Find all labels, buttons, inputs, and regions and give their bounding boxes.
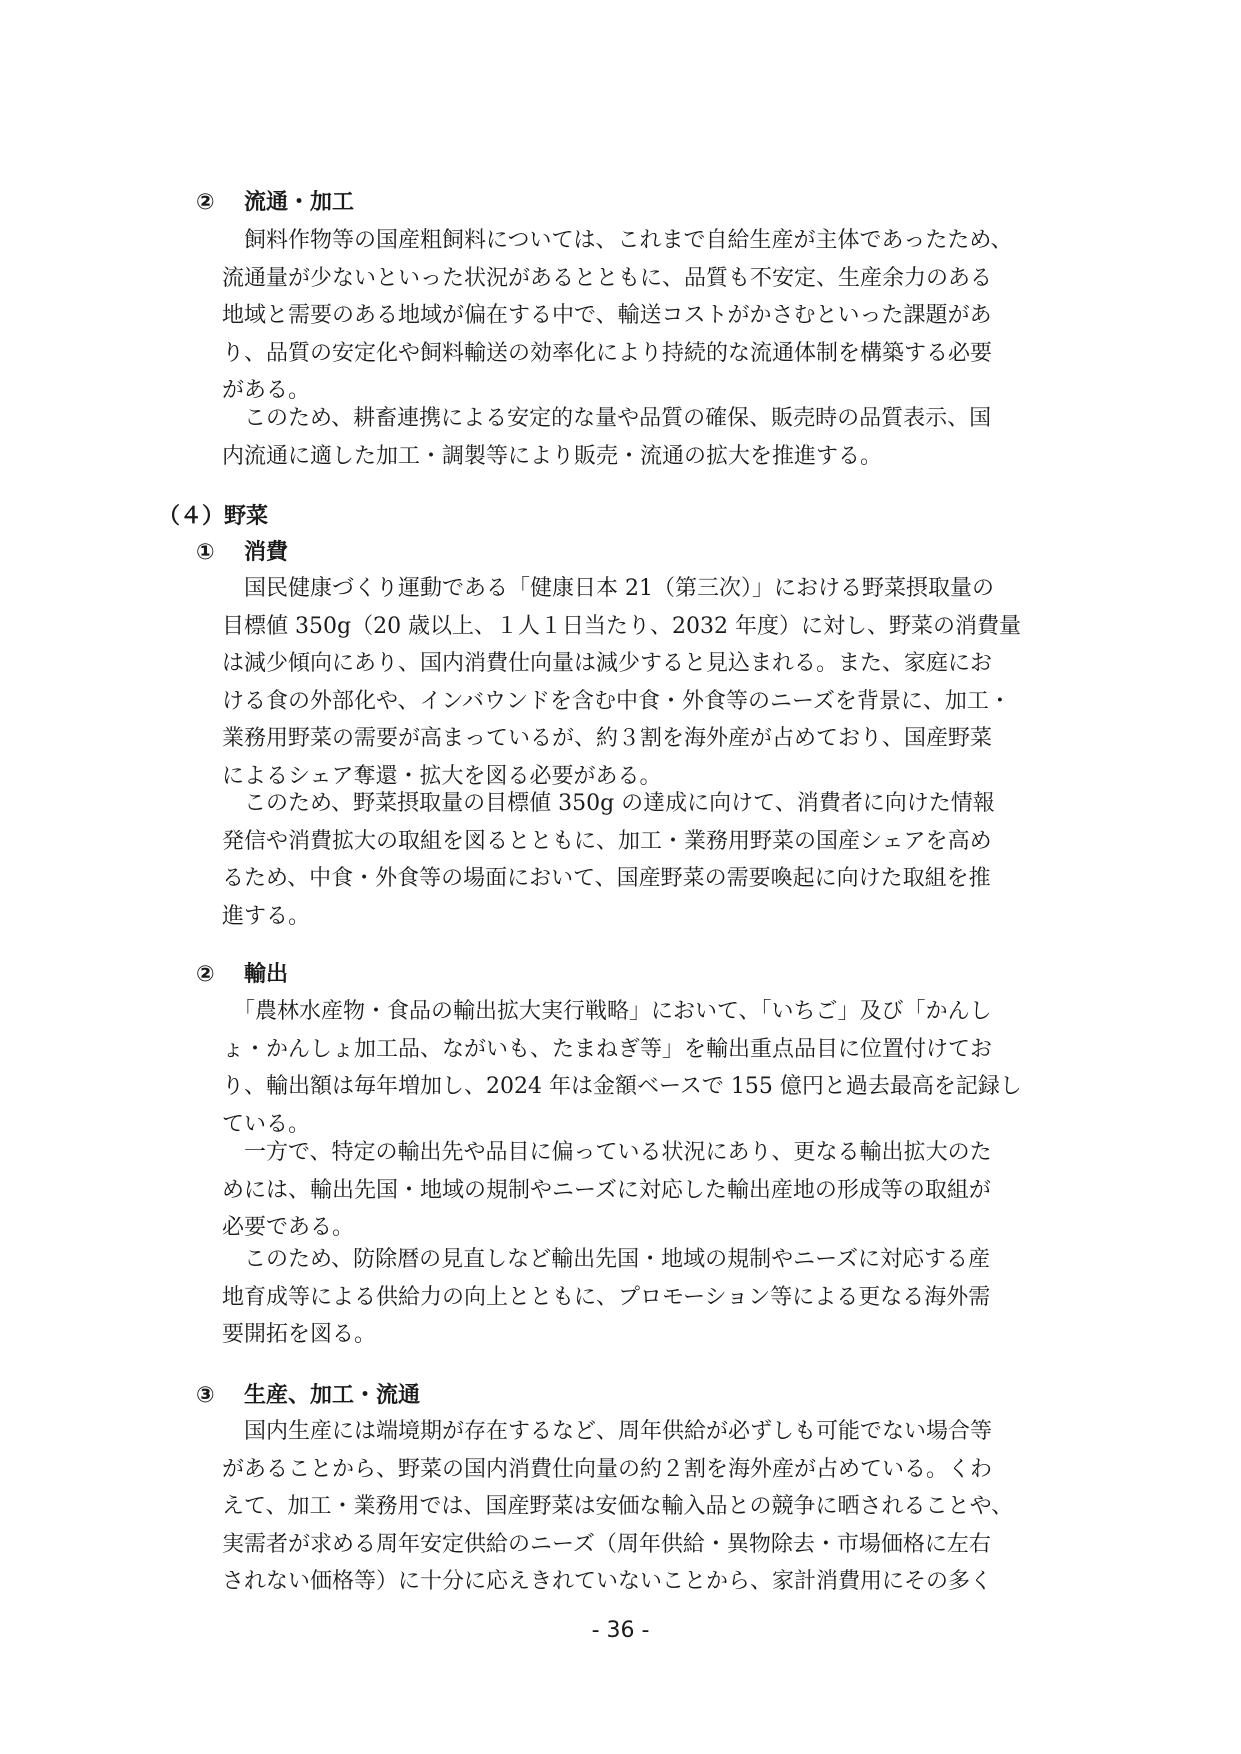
section-title: 流通・加工 (244, 190, 355, 215)
paragraph (222, 1413, 1092, 1601)
section-number: ③ (196, 1383, 215, 1408)
text-line: 発信や消費拡大の取組を図るとともに、加工・業務用野菜の国産シェアを高め (222, 828, 992, 854)
text-line: 目標値 350g（20 歳以上、１人１日当たり、2032 年度）に対し、野菜の消費量 (222, 613, 1022, 639)
text-line: 国民健康づくり運動である「健康日本 21（第三次）」における野菜摂取量の (222, 576, 994, 601)
section-title: 消費 (244, 540, 289, 565)
text-line: このため、耕畜連携による安定的な量や品質の確保、販売時の品質表示、国 (222, 406, 992, 431)
text-line: このため、防除暦の見直しなど輸出先国・地域の規制やニーズに対応する産 (222, 1247, 991, 1272)
paragraph (222, 1241, 1092, 1354)
text-line: り、輸出額は毎年増加し、2024 年は金額ベースで 155 億円と過去最高を記録し (222, 1074, 1022, 1100)
text-line: 国内生産には端境期が存在するなど、周年供給が必ずしも可能でない場合等 (222, 1419, 993, 1444)
text-line: によるシェア奪還・拡大を図る必要がある。 (222, 763, 662, 789)
text-line: があることから、野菜の国内消費仕向量の約２割を海外産が占めている。くわ (222, 1456, 993, 1482)
section-number: ① (196, 540, 215, 565)
text-line: 必要である。 (222, 1215, 355, 1241)
text-line: このため、野菜摂取量の目標値 350g の達成に向けて、消費者に向けた情報 (222, 791, 995, 816)
text-line: ている。 (222, 1111, 311, 1137)
text-line: るため、中食・外食等の場面において、国産野菜の需要喚起に向けた取組を推 (222, 866, 991, 892)
text-line: 地域と需要のある地域が偏在する中で、輸送コストがかさむといった課題があ (222, 303, 992, 329)
text-line: されない価格等）に十分に応えきれていないことから、家計消費用にその多く (222, 1569, 993, 1595)
page-number: - 36 - (591, 1618, 650, 1643)
text-line: 要開拓を図る。 (222, 1322, 377, 1348)
text-line: えて、加工・業務用では、国産野菜は安価な輸入品との競争に晒されることや、 (222, 1494, 1014, 1520)
section-heading (196, 1381, 420, 1411)
text-line: ょ・かんしょ加工品、ながいも、たまねぎ等」を輸出重点品目に位置付けてお (222, 1036, 993, 1062)
category-heading: （４）野菜 (158, 504, 269, 529)
text-line: 「農林水産物・食品の輸出拡大実行戦略」において、「いちご」及び「かんし (222, 999, 992, 1024)
section-title: 輸出 (244, 962, 289, 987)
text-line: 地育成等による供給力の向上とともに、プロモーション等による更なる海外需 (222, 1284, 991, 1310)
section-heading (196, 538, 288, 568)
text-line: 業務用野菜の需要が高まっているが、約３割を海外産が占めており、国産野菜 (222, 726, 993, 752)
text-line: ける食の外部化や、インバウンドを含む中食・外食等のニーズを背景に、加工・ (222, 688, 1011, 714)
paragraph (222, 993, 1092, 1143)
text-line: めには、輸出先国・地域の規制やニーズに対応した輸出産地の形成等の取組が (222, 1177, 991, 1203)
text-line: 進する。 (222, 903, 311, 929)
paragraph (222, 785, 1092, 935)
paragraph (222, 1134, 1092, 1247)
paragraph (222, 400, 1092, 475)
section-heading (196, 188, 354, 218)
text-line: 流通量が少ないといった状況があるとともに、品質も不安定、生産余力のある (222, 265, 993, 291)
paragraph (222, 222, 1092, 410)
text-line: は減少傾向にあり、国内消費仕向量は減少すると見込まれる。また、家庭にお (222, 651, 993, 677)
text-line: 一方で、特定の輸出先や品目に偏っている状況にあり、更なる輸出拡大のた (222, 1140, 992, 1165)
section-heading (196, 960, 288, 990)
section-number: ② (196, 190, 215, 215)
text-line: り、品質の安定化や飼料輸送の効率化により持続的な流通体制を構築する必要 (222, 340, 993, 366)
paragraph (222, 570, 1092, 796)
section-number: ② (196, 962, 215, 987)
text-line: 内流通に適した加工・調製等により販売・流通の拡大を推進する。 (222, 443, 883, 469)
text-line: 飼料作物等の国産粗飼料については、これまで自給生産が主体であったため、 (222, 228, 1013, 253)
text-line: がある。 (222, 378, 311, 404)
text-line: 実需者が求める周年安定供給のニーズ（周年供給・異物除去・市場価格に左右 (222, 1531, 991, 1557)
section-title: 生産、加工・流通 (244, 1383, 421, 1408)
